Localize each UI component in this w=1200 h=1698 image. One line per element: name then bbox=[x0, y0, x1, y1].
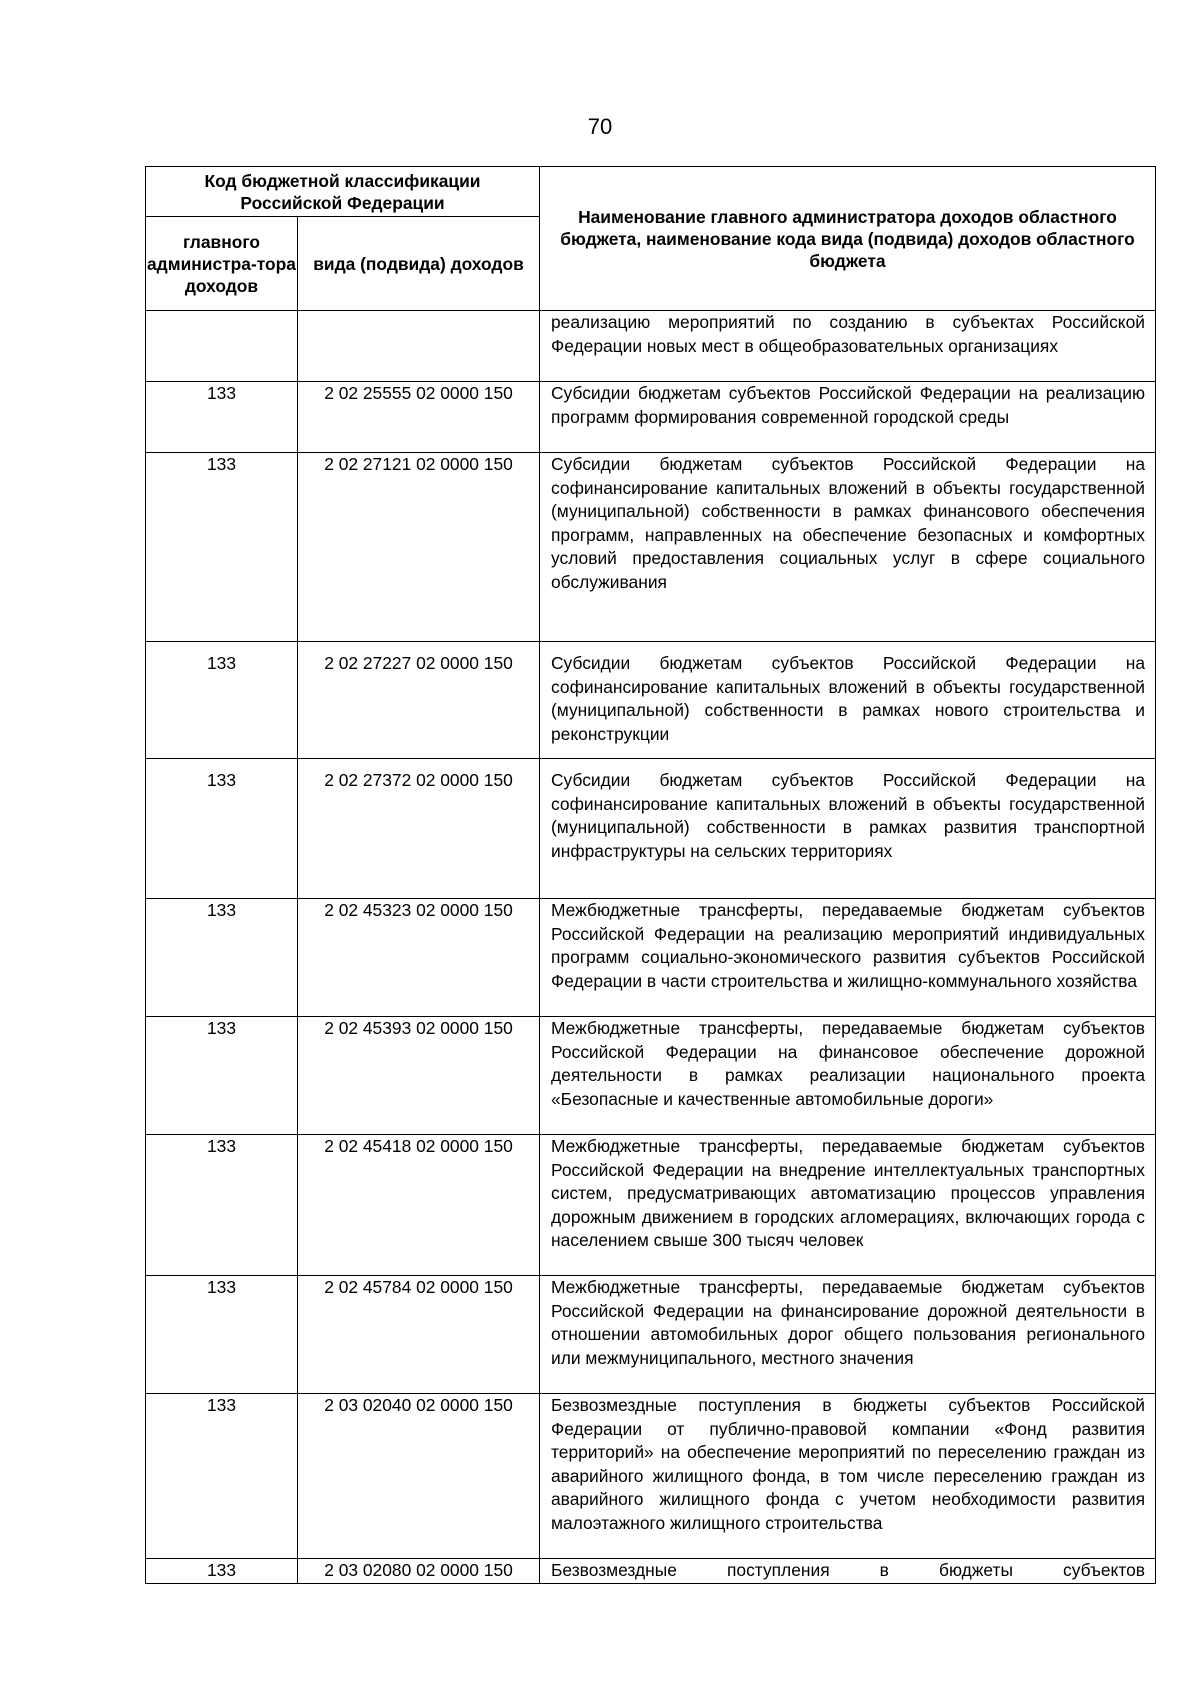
cell-admin: 133 bbox=[146, 1559, 298, 1584]
header-group: Код бюджетной классификации Российской Федерации bbox=[146, 167, 540, 217]
table-row bbox=[146, 1394, 1156, 1559]
table-row bbox=[146, 899, 1156, 1017]
cell-code: 2 02 45418 02 0000 150 bbox=[298, 1135, 540, 1276]
cell-name: Безвозмездные поступления в бюджеты субъектов Российской Федерации от публично-правовой компании «Фонд развития территорий» на обеспечение мероприятий по переселению граждан из аварийного жилищного фонда, в том числе переселению граждан из аварийного жилищного фонда с учетом необходимости развития малоэтажного жилищного строительства bbox=[540, 1394, 1156, 1559]
cell-admin bbox=[146, 311, 298, 382]
cell-name: Межбюджетные трансферты, передаваемые бюджетам субъектов Российской Федерации на внедрение интеллектуальных транспортных систем, предусматривающих автоматизацию процессов управления дорожным движением в городских агломерациях, включающих города с населением свыше 300 тысяч человек bbox=[540, 1135, 1156, 1276]
cell-code: 2 02 25555 02 0000 150 bbox=[298, 382, 540, 453]
cell-name: Субсидии бюджетам субъектов Российской Федерации на реализацию программ формирования современной городской среды bbox=[540, 382, 1156, 453]
cell-code: 2 03 02040 02 0000 150 bbox=[298, 1394, 540, 1559]
table-row bbox=[146, 1017, 1156, 1135]
cell-name: реализацию мероприятий по созданию в субъектах Российской Федерации новых мест в общеобразовательных организациях bbox=[540, 311, 1156, 382]
cell-admin: 133 bbox=[146, 642, 298, 759]
page-number: 70 bbox=[587, 114, 613, 139]
header-name-col: Наименование главного администратора доходов областного бюджета, наименование кода вида (подвида) доходов областного бюджета bbox=[540, 167, 1156, 311]
cell-admin: 133 bbox=[146, 1276, 298, 1394]
cell-name: Безвозмездные поступления в бюджеты субъектов bbox=[540, 1559, 1156, 1584]
table-row bbox=[146, 382, 1156, 453]
cell-name: Субсидии бюджетам субъектов Российской Федерации на софинансирование капитальных вложений в объекты государственной (муниципальной) собственности в рамках финансового обеспечения программ, направленных на обеспечение безопасных и комфортных условий предоставления социальных услуг в сфере социального обслуживания bbox=[540, 453, 1156, 642]
budget-classification-table bbox=[145, 166, 1156, 1584]
table-row bbox=[146, 1276, 1156, 1394]
header-code-col: вида (подвида) доходов bbox=[298, 217, 540, 311]
cell-code: 2 02 45784 02 0000 150 bbox=[298, 1276, 540, 1394]
cell-admin: 133 bbox=[146, 382, 298, 453]
cell-code: 2 02 45323 02 0000 150 bbox=[298, 899, 540, 1017]
cell-admin: 133 bbox=[146, 759, 298, 899]
cell-name: Межбюджетные трансферты, передаваемые бюджетам субъектов Российской Федерации на реализацию мероприятий индивидуальных программ социально-экономического развития субъектов Российской Федерации в части строительства и жилищно-коммунального хозяйства bbox=[540, 899, 1156, 1017]
cell-code: 2 02 27372 02 0000 150 bbox=[298, 759, 540, 899]
cell-admin: 133 bbox=[146, 453, 298, 642]
cell-name: Межбюджетные трансферты, передаваемые бюджетам субъектов Российской Федерации на финансовое обеспечение дорожной деятельности в рамках реализации национального проекта «Безопасные и качественные автомобильные дороги» bbox=[540, 1017, 1156, 1135]
cell-code: 2 02 45393 02 0000 150 bbox=[298, 1017, 540, 1135]
header-admin-col: главного администра-тора доходов bbox=[146, 217, 298, 311]
table-row bbox=[146, 1559, 1156, 1584]
cell-name: Субсидии бюджетам субъектов Российской Федерации на софинансирование капитальных вложений в объекты государственной (муниципальной) собственности в рамках нового строительства и реконструкции bbox=[540, 642, 1156, 759]
table-row bbox=[146, 1135, 1156, 1276]
cell-admin: 133 bbox=[146, 1135, 298, 1276]
table-row bbox=[146, 311, 1156, 382]
cell-name: Межбюджетные трансферты, передаваемые бюджетам субъектов Российской Федерации на финансирование дорожной деятельности в отношении автомобильных дорог общего пользования регионального или межмуниципального, местного значения bbox=[540, 1276, 1156, 1394]
table-row bbox=[146, 453, 1156, 642]
cell-code bbox=[298, 311, 540, 382]
cell-code: 2 02 27121 02 0000 150 bbox=[298, 453, 540, 642]
cell-code: 2 02 27227 02 0000 150 bbox=[298, 642, 540, 759]
cell-code: 2 03 02080 02 0000 150 bbox=[298, 1559, 540, 1584]
cell-admin: 133 bbox=[146, 899, 298, 1017]
cell-name: Субсидии бюджетам субъектов Российской Федерации на софинансирование капитальных вложений в объекты государственной (муниципальной) собственности в рамках развития транспортной инфраструктуры на сельских территориях bbox=[540, 759, 1156, 899]
cell-admin: 133 bbox=[146, 1017, 298, 1135]
table-row bbox=[146, 642, 1156, 759]
table-row bbox=[146, 759, 1156, 899]
cell-admin: 133 bbox=[146, 1394, 298, 1559]
